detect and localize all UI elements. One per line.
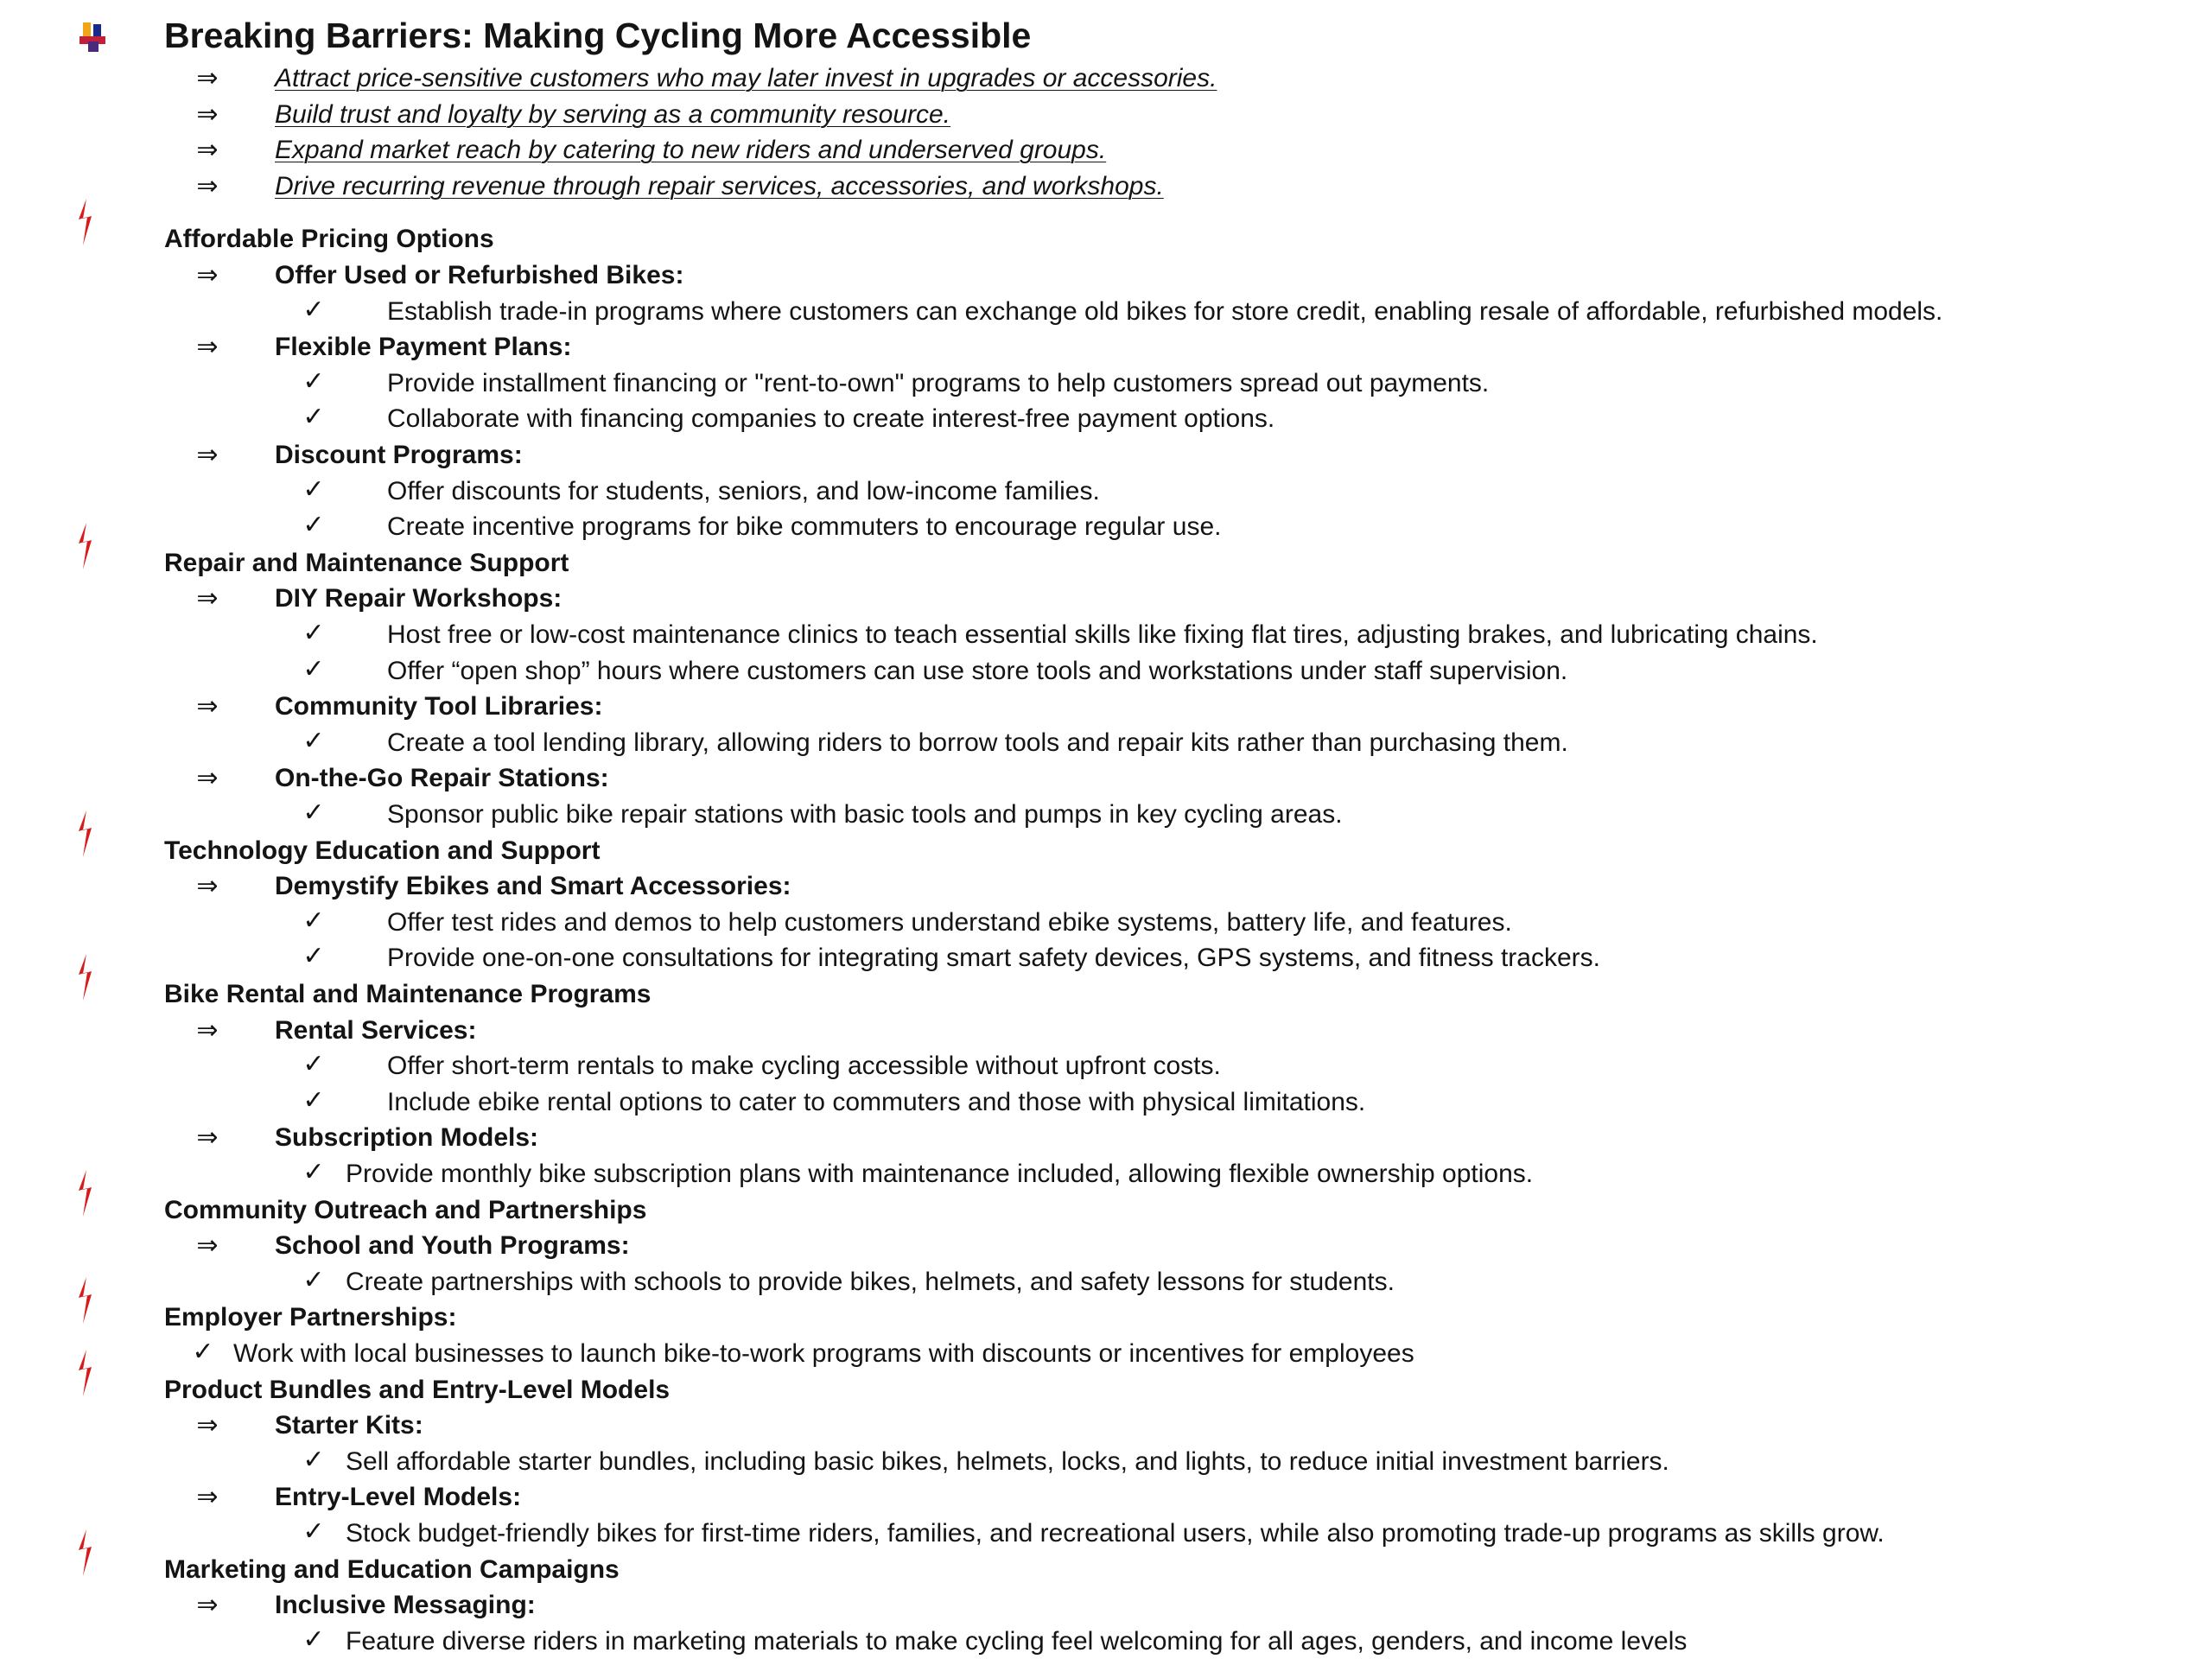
subsection-heading: School and Youth Programs: [275, 1231, 630, 1260]
subsection-heading-line [0, 1479, 2212, 1515]
page-title-line [0, 12, 2212, 59]
checkmark-icon: ✓ [302, 1158, 325, 1186]
benefit-item: Expand market reach by catering to new riders and underserved groups. [275, 136, 1107, 164]
arrow-bullet-icon: ⇒ [196, 1231, 219, 1260]
arrow-bullet-icon: ⇒ [196, 764, 219, 792]
benefit-item-line [0, 60, 2212, 96]
arrow-bullet-icon: ⇒ [196, 441, 219, 469]
checklist-item: Create incentive programs for bike commuters to encourage regular use. [387, 512, 1222, 541]
checklist-item: Offer test rides and demos to help customers understand ebike systems, battery life, and features. [387, 908, 1512, 937]
checklist-item: Stock budget-friendly bikes for first-time riders, families, and recreational users, while also promoting trade-up programs as skills grow. [346, 1519, 1885, 1548]
subsection-heading: On-the-Go Repair Stations: [275, 764, 609, 792]
checkmark-icon: ✓ [302, 906, 325, 935]
checkmark-icon: ✓ [302, 1086, 325, 1115]
checklist-item-line [0, 365, 2212, 401]
checklist-item-line [0, 617, 2212, 652]
checkmark-icon: ✓ [302, 296, 325, 324]
checklist-item-line [0, 1624, 2212, 1659]
benefit-item-line [0, 97, 2212, 132]
benefit-item: Attract price-sensitive customers who may later invest in upgrades or accessories. [275, 64, 1217, 92]
arrow-bullet-icon: ⇒ [196, 1591, 219, 1619]
checklist-item: Provide monthly bike subscription plans with maintenance included, allowing flexible ownership options. [346, 1160, 1534, 1188]
checklist-item-line [0, 1516, 2212, 1551]
checklist-item-line [0, 725, 2212, 760]
benefit-item-line [0, 168, 2212, 204]
checklist-item-line [0, 401, 2212, 436]
subsection-heading-line [0, 1120, 2212, 1155]
subsection-heading: Starter Kits: [275, 1411, 423, 1440]
section-heading-line [0, 1552, 2212, 1587]
checkmark-icon: ✓ [302, 1266, 325, 1294]
section-heading-line [0, 1192, 2212, 1228]
arrow-bullet-icon: ⇒ [196, 872, 219, 900]
section-heading-line [0, 1300, 2212, 1335]
checkmark-icon: ✓ [192, 1338, 214, 1366]
checkmark-icon: ✓ [302, 1625, 325, 1654]
arrow-bullet-icon: ⇒ [196, 136, 219, 164]
subsection-heading-line [0, 581, 2212, 616]
subsection-heading: Offer Used or Refurbished Bikes: [275, 261, 684, 289]
checklist-item-line [0, 797, 2212, 832]
section-heading-line [0, 1372, 2212, 1408]
subsection-heading-line [0, 1013, 2212, 1048]
checklist-item-line [0, 653, 2212, 689]
checkmark-icon: ✓ [302, 511, 325, 539]
subsection-heading: Flexible Payment Plans: [275, 333, 572, 361]
checkmark-icon: ✓ [302, 1517, 325, 1546]
checkmark-icon: ✓ [302, 367, 325, 396]
arrow-bullet-icon: ⇒ [196, 692, 219, 721]
checklist-item-line [0, 905, 2212, 940]
section-heading: Marketing and Education Campaigns [164, 1555, 620, 1584]
checklist-item-line [0, 1336, 2212, 1371]
checkmark-icon: ✓ [302, 403, 325, 431]
subsection-heading: Subscription Models: [275, 1123, 539, 1152]
section-heading-line [0, 221, 2212, 257]
checkmark-icon: ✓ [302, 727, 325, 755]
section-heading: Bike Rental and Maintenance Programs [164, 980, 652, 1008]
benefit-item: Drive recurring revenue through repair services, accessories, and workshops. [275, 172, 1164, 200]
checklist-item: Provide installment financing or "rent-to-own" programs to help customers spread out payments. [387, 369, 1490, 397]
subsection-heading-line [0, 1408, 2212, 1443]
checkmark-icon: ✓ [302, 1050, 325, 1078]
section-heading: Affordable Pricing Options [164, 225, 494, 253]
subsection-heading-line [0, 329, 2212, 365]
checklist-item: Offer short-term rentals to make cycling accessible without upfront costs. [387, 1052, 1221, 1080]
section-heading-line [0, 833, 2212, 868]
subsection-heading-line [0, 437, 2212, 473]
checklist-item: Offer “open shop” hours where customers can use store tools and workstations under staff supervision. [387, 657, 1568, 685]
subsection-heading: Community Tool Libraries: [275, 692, 603, 721]
section-heading: Repair and Maintenance Support [164, 549, 569, 577]
arrow-bullet-icon: ⇒ [196, 1483, 219, 1511]
section-heading: Community Outreach and Partnerships [164, 1196, 647, 1224]
checklist-item-line [0, 1084, 2212, 1120]
section-heading: Employer Partnerships: [164, 1303, 457, 1332]
subsection-heading-line [0, 1228, 2212, 1263]
section-heading-line [0, 976, 2212, 1012]
arrow-bullet-icon: ⇒ [196, 172, 219, 200]
checklist-item: Include ebike rental options to cater to commuters and those with physical limitations. [387, 1088, 1366, 1116]
checklist-item: Feature diverse riders in marketing materials to make cycling feel welcoming for all ages, genders, and income levels [346, 1627, 1688, 1656]
section-heading-line [0, 545, 2212, 581]
benefit-item: Build trust and loyalty by serving as a community resource. [275, 100, 951, 129]
checklist-item-line [0, 474, 2212, 509]
checklist-item-line [0, 294, 2212, 329]
arrow-bullet-icon: ⇒ [196, 100, 219, 129]
checklist-item: Offer discounts for students, seniors, and low-income families. [387, 477, 1100, 505]
subsection-heading: Discount Programs: [275, 441, 523, 469]
subsection-heading: Rental Services: [275, 1016, 477, 1045]
page-title: Breaking Barriers: Making Cycling More Accessible [164, 16, 1032, 55]
arrow-bullet-icon: ⇒ [196, 333, 219, 361]
checklist-item-line [0, 1444, 2212, 1479]
arrow-bullet-icon: ⇒ [196, 1411, 219, 1440]
subsection-heading: Demystify Ebikes and Smart Accessories: [275, 872, 791, 900]
arrow-bullet-icon: ⇒ [196, 1016, 219, 1045]
arrow-bullet-icon: ⇒ [196, 1123, 219, 1152]
subsection-heading-line [0, 760, 2212, 796]
checklist-item: Host free or low-cost maintenance clinics to teach essential skills like fixing flat tires, adjusting brakes, and lubricating chains. [387, 620, 1818, 649]
subsection-heading: Inclusive Messaging: [275, 1591, 536, 1619]
checklist-item: Create partnerships with schools to provide bikes, helmets, and safety lessons for students. [346, 1268, 1395, 1296]
benefit-item-line [0, 132, 2212, 168]
arrow-bullet-icon: ⇒ [196, 584, 219, 613]
checklist-item: Sell affordable starter bundles, including basic bikes, helmets, locks, and lights, to reduce initial investment barriers. [346, 1447, 1669, 1476]
checklist-item-line [0, 509, 2212, 544]
checkmark-icon: ✓ [302, 619, 325, 647]
checkmark-icon: ✓ [302, 1446, 325, 1474]
section-heading: Product Bundles and Entry-Level Models [164, 1376, 671, 1404]
subsection-heading-line [0, 868, 2212, 904]
checklist-item: Provide one-on-one consultations for integrating smart safety devices, GPS systems, and fitness trackers. [387, 944, 1600, 972]
checkmark-icon: ✓ [302, 942, 325, 970]
checklist-item-line [0, 1156, 2212, 1192]
checklist-item: Establish trade-in programs where customers can exchange old bikes for store credit, enabling resale of affordable, refurbished models. [387, 297, 1943, 326]
subsection-heading-line [0, 1587, 2212, 1623]
checklist-item-line [0, 1048, 2212, 1084]
arrow-bullet-icon: ⇒ [196, 64, 219, 92]
checklist-item: Work with local businesses to launch bike-to-work programs with discounts or incentives for employees [233, 1339, 1414, 1368]
checkmark-icon: ✓ [302, 655, 325, 683]
checklist-item: Collaborate with financing companies to create interest-free payment options. [387, 404, 1275, 433]
subsection-heading: Entry-Level Models: [275, 1483, 522, 1511]
arrow-bullet-icon: ⇒ [196, 261, 219, 289]
subsection-heading: DIY Repair Workshops: [275, 584, 563, 613]
checklist-item: Create a tool lending library, allowing riders to borrow tools and repair kits rather than purchasing them. [387, 728, 1568, 757]
section-heading: Technology Education and Support [164, 836, 601, 865]
subsection-heading-line [0, 689, 2212, 724]
checklist-item: Sponsor public bike repair stations with basic tools and pumps in key cycling areas. [387, 800, 1343, 829]
checkmark-icon: ✓ [302, 798, 325, 827]
checkmark-icon: ✓ [302, 475, 325, 504]
checklist-item-line [0, 1264, 2212, 1300]
subsection-heading-line [0, 257, 2212, 293]
checklist-item-line [0, 940, 2212, 976]
